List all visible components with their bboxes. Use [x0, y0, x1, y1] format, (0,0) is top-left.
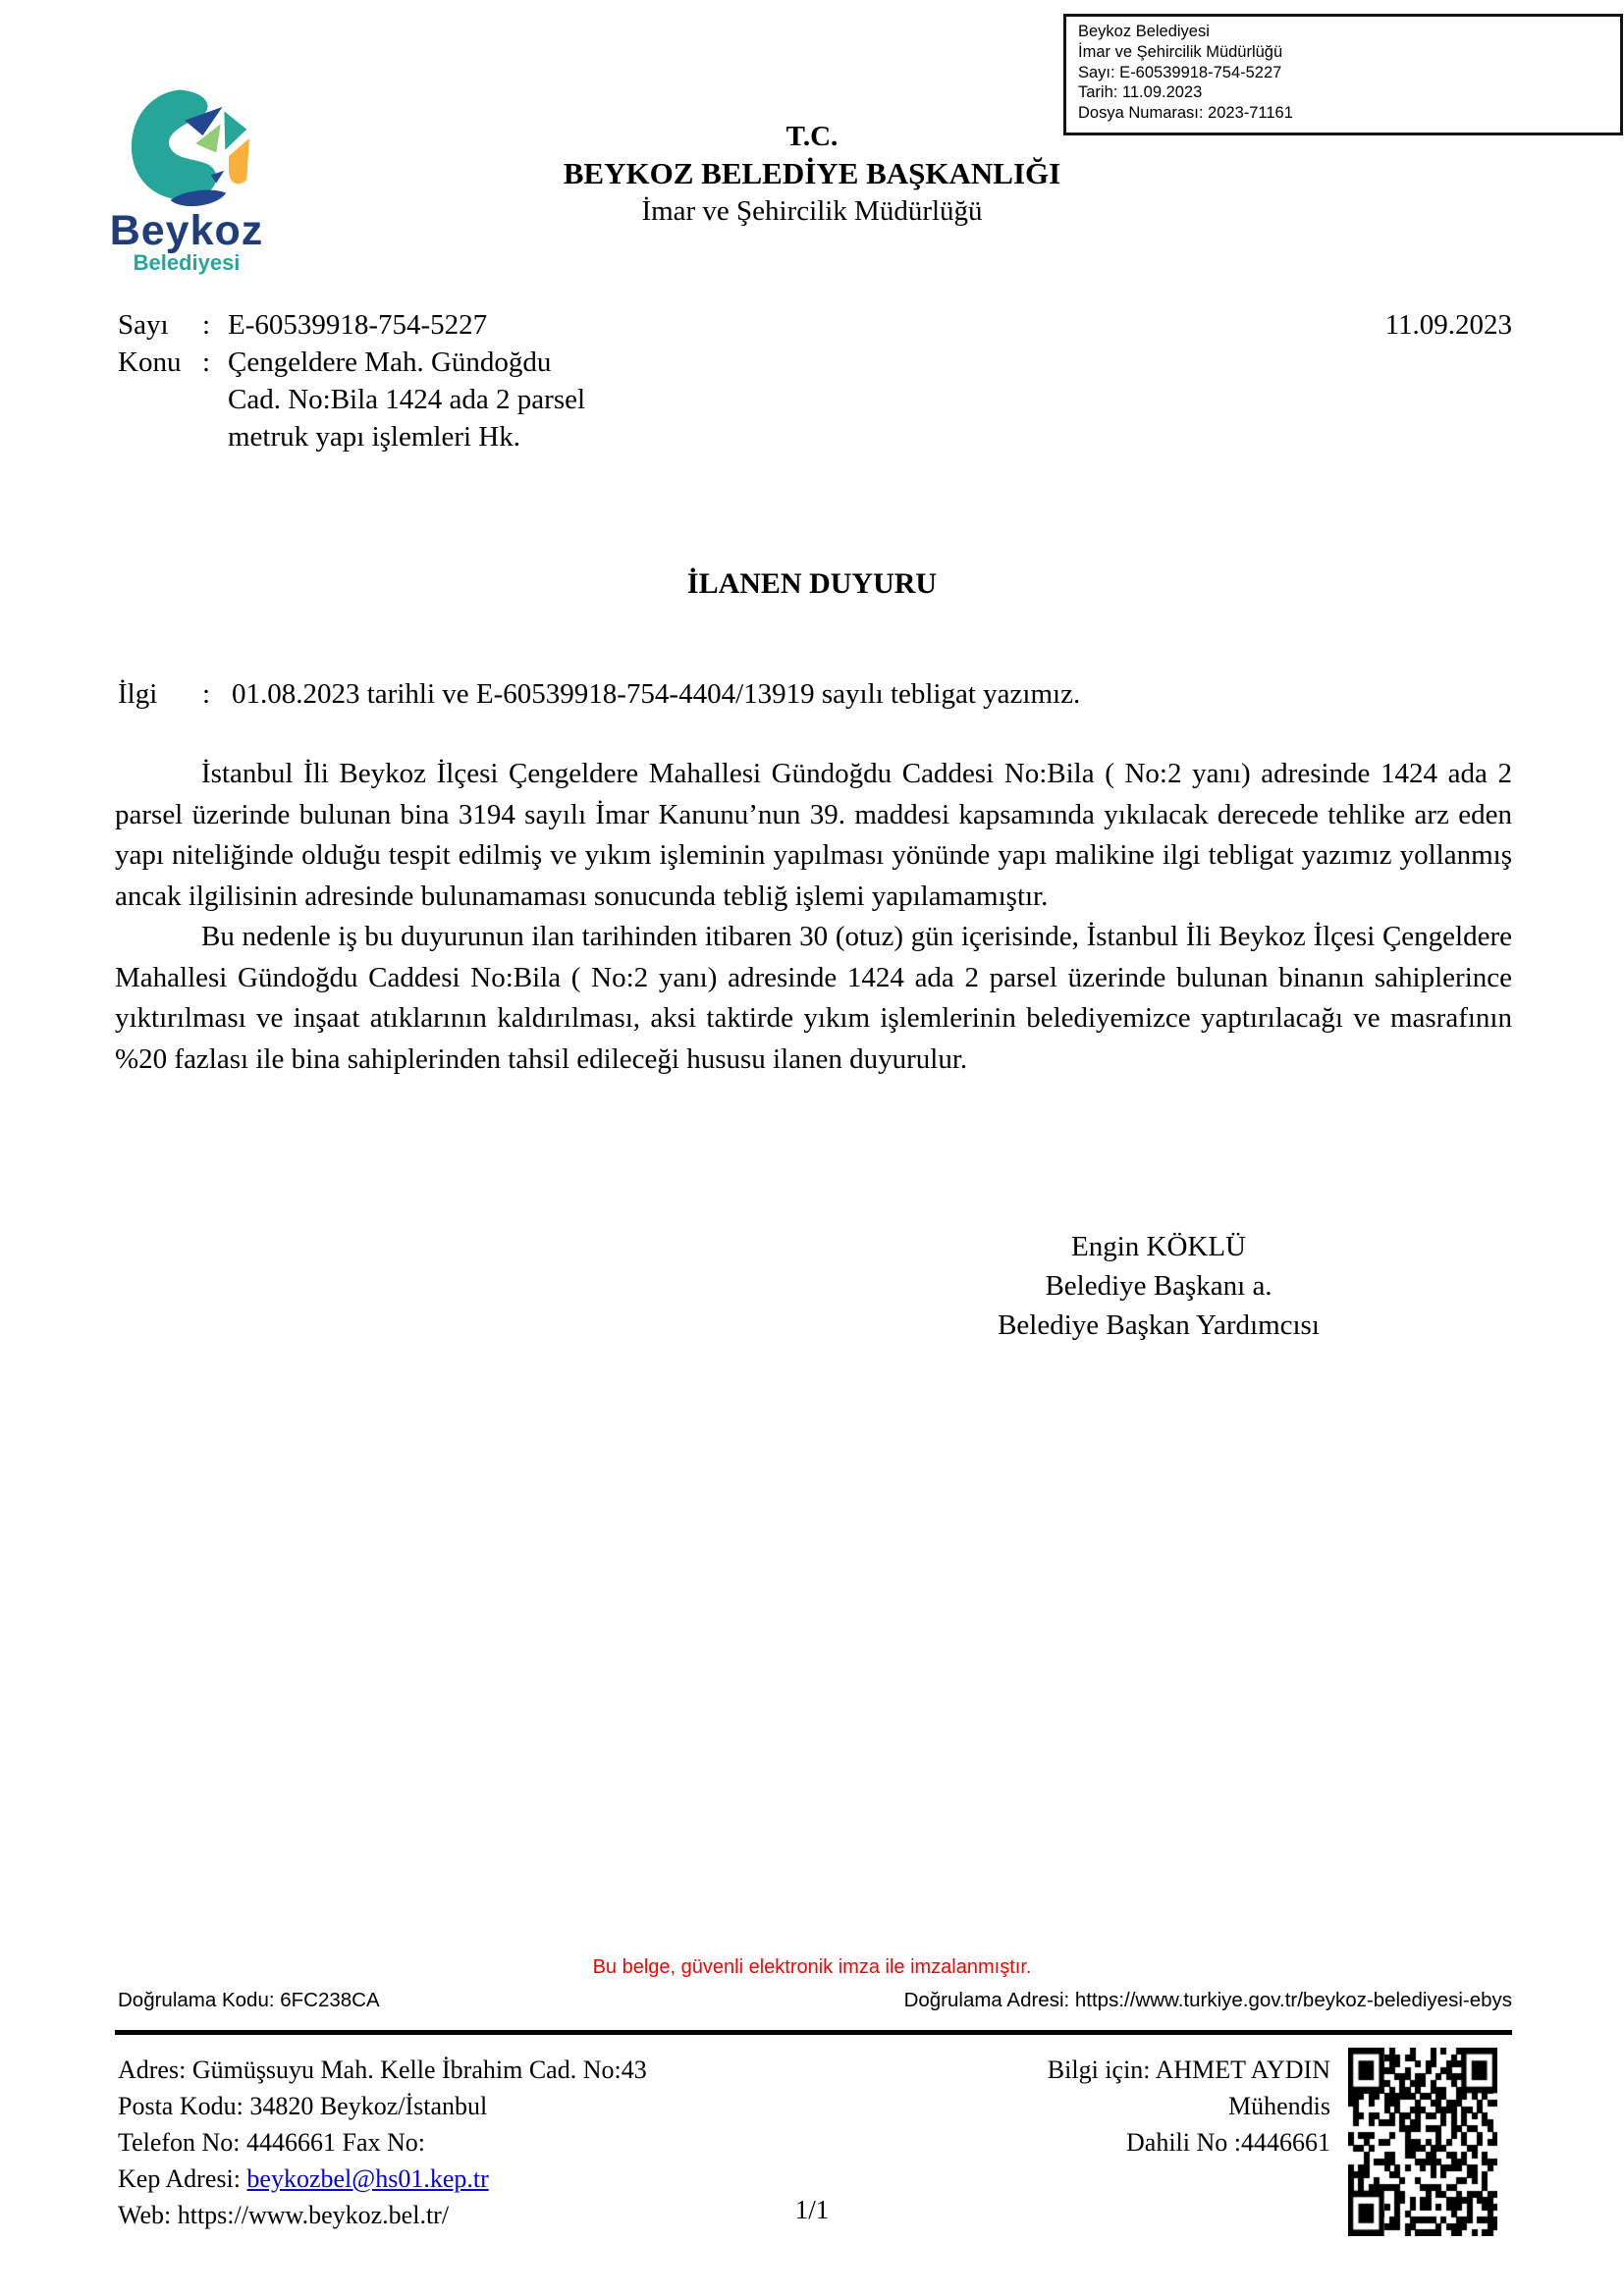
signature-block: [884, 1227, 1434, 1345]
footer-contact-name: Bilgi için: AHMET AYDIN: [1047, 2056, 1330, 2084]
konu-value-line1: Çengeldere Mah. Gündoğdu: [228, 347, 552, 378]
stamp-org: Beykoz Belediyesi: [1078, 23, 1210, 40]
signer-title-2: Belediye Başkan Yardımcısı: [998, 1309, 1320, 1341]
verification-address: Doğrulama Adresi: https://www.turkiye.gov.tr/beykoz-belediyesi-ebys: [903, 1989, 1512, 2011]
letterhead: [0, 118, 1624, 230]
footer-kep-row: [118, 2161, 923, 2197]
document-meta: [118, 306, 864, 455]
footer-contact-right: [820, 2052, 1330, 2161]
body-paragraph-2: Bu nedenle iş bu duyurunun ilan tarihinden itibaren 30 (otuz) gün içerisinde, İstanbul İli Beykoz İlçesi Çengeldere Mahallesi Gündoğdu Caddesi No:Bila ( No:2 yanı) adresinde 1424 ada 2 parsel üzerinde bulunan binanın sahiplerince yıktırılması ve inşaat atıklarının kaldırılması, aksi taktirde yıkım işlemlerinin belediyemizce yaptırılacağı ve masrafının %20 fazlası ile bina sahiplerinden tahsil edileceği hususu ilanen duyurulur.: [115, 921, 1512, 1075]
stamp-number: Sayı: E-60539918-754-5227: [1078, 63, 1282, 81]
footer-divider: [115, 2030, 1512, 2035]
footer-contact-ext: Dahili No :4446661: [1126, 2128, 1330, 2157]
konu-row-cont: [118, 418, 864, 455]
body-paragraph-1: İstanbul İli Beykoz İlçesi Çengeldere Mahallesi Gündoğdu Caddesi No:Bila ( No:2 yanı) adresinde 1424 ada 2 parsel üzerinde bulunan bina 3194 sayılı İmar Kanunu’nun 39. maddesi kapsamında yıkılacak derecede tehlike arz eden yapı niteliğinde olduğu tespit edilmiş ve yıkım işleminin yapılması yönünde yapı malikine ilgi tebligat yazımız yollanmış ancak ilgilisinin adresinde bulunamaması sonucunda tebliğ işlemi yapılamamıştır.: [115, 758, 1512, 912]
konu-value-line2: Cad. No:Bila 1424 ada 2 parsel: [228, 384, 586, 415]
sayi-row: Sayı : E-60539918-754-5227: [118, 306, 864, 344]
footer-web: Web: https://www.beykoz.bel.tr/: [118, 2201, 450, 2229]
footer-address: Adres: Gümüşsuyu Mah. Kelle İbrahim Cad. No:43: [118, 2056, 647, 2084]
konu-row: Konu : Çengeldere Mah. Gündoğdu: [118, 344, 864, 381]
ilgi-value: 01.08.2023 tarihli ve E-60539918-754-4404/13919 sayılı tebligat yazımız.: [232, 678, 1081, 710]
letterhead-dept: İmar ve Şehircilik Müdürlüğü: [641, 195, 983, 227]
signer-title-1: Belediye Başkanı a.: [1045, 1270, 1272, 1302]
ilgi-row: İlgi : 01.08.2023 tarihli ve E-60539918-754-4404/13919 sayılı tebligat yazımız.: [118, 675, 1512, 713]
logo-subtitle: Belediyesi: [133, 250, 241, 275]
footer-postal: Posta Kodu: 34820 Beykoz/İstanbul: [118, 2092, 488, 2120]
signer-name: Engin KÖKLÜ: [1070, 1231, 1246, 1262]
footer-kep-link[interactable]: beykozbel@hs01.kep.tr: [246, 2164, 489, 2193]
footer-phone: Telefon No: 4446661 Fax No:: [118, 2128, 426, 2157]
konu-value-line3: metruk yapı işlemleri Hk.: [228, 421, 520, 453]
verification-row: [118, 1989, 1512, 2012]
page-title: İLANEN DUYURU: [686, 567, 938, 600]
stamp-date: Tarih: 11.09.2023: [1078, 83, 1203, 102]
stamp-file-number: Dosya Numarası: 2023-71161: [1078, 104, 1293, 123]
letterhead-tc: T.C.: [785, 121, 839, 152]
konu-row-cont: [118, 381, 864, 418]
esign-notice: Bu belge, güvenli elektronik imza ile imzalanmıştır.: [592, 1956, 1032, 1978]
page-number: 1/1: [794, 2195, 830, 2224]
verification-code: Doğrulama Kodu: 6FC238CA: [118, 1989, 380, 2011]
body-text: [115, 754, 1512, 1080]
letterhead-org: BEYKOZ BELEDİYE BAŞKANLIĞI: [563, 156, 1061, 190]
footer-kep-label: Kep Adresi:: [118, 2164, 247, 2193]
ilgi-label: İlgi: [118, 678, 158, 710]
footer-contact-title: Mühendis: [1228, 2092, 1330, 2120]
stamp-dept: İmar ve Şehircilik Müdürlüğü: [1078, 42, 1283, 61]
document-date: 11.09.2023: [1384, 309, 1512, 341]
sayi-value: E-60539918-754-5227: [228, 309, 488, 341]
sayi-label: Sayı: [118, 309, 169, 341]
konu-label: Konu: [118, 347, 182, 378]
logo-title: Beykoz: [109, 207, 264, 254]
